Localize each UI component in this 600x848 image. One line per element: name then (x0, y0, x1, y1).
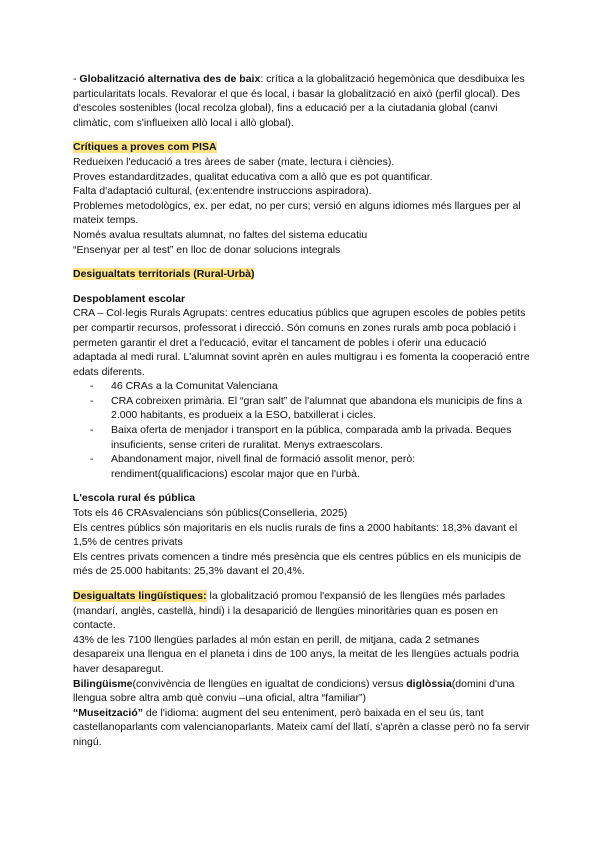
document-body (73, 72, 533, 750)
despoblament-heading: Despoblament escolar (73, 292, 186, 305)
territorial-heading: Desigualtats territorials (Rural-Urbà) (73, 268, 255, 281)
rural-publica-line: Els centres privats comencen a tindre més presència que els centres públics en els municipis de més de 25.000 habitants: 25,3% davant el 20,4%. (73, 550, 522, 578)
despoblament-text: CRA – Col·legis Rurals Agrupats: centres educatius públics que agrupen escoles de pobles petits per compartir recursos, professorat i direcció. Són comuns en zones rurals amb poca població i permeten garantir el dret a l'educació, evitar el tancament de pobles i oferir una educació adaptada al medi rural. L'alumnat sovint aprèn en aules multigrau i es fomenta la cooperació entre edats diferents. (73, 307, 530, 378)
museitzacio-term: “Museització” (73, 706, 144, 719)
pisa-line: “Ensenyar per al test” en lloc de donar solucions integrals (73, 243, 341, 256)
list-item: - 46 CRAs a la Comunitat Valenciana (73, 379, 533, 394)
pisa-line: Redueixen l'educació a tres àrees de saber (mate, lectura i ciències). (73, 155, 395, 168)
list-item: - Abandonament major, nivell final de formació assolit menor, però: rendiment(qualificacions) escolar major que en l'urbà. (73, 452, 533, 481)
despoblament-list (73, 379, 533, 481)
rural-publica-line: Els centres públics són majoritaris en els nuclis rurals de fins a 2000 habitants: 18,3% davant el 1,5% de centres privats (73, 521, 518, 549)
linguistic-intro: Desigualtats lingüístiques: la globalització promou l'expansió de les llengües més parlades (mandarí, anglès, castellà, hindi) i la desaparició de llengües minoritàries quan es posen en contacte. (73, 590, 506, 632)
linguistic-heading: Desigualtats lingüístiques: (73, 590, 207, 602)
pisa-heading: Crítiques a proves com PISA (73, 141, 217, 154)
rural-publica-heading: L'escola rural és pública (73, 492, 196, 505)
rural-publica-line: Tots els 46 CRAsvalencians són públics(Conselleria, 2025) (73, 507, 348, 520)
intro-bold-term: Globalització alternativa des de baix (79, 73, 261, 85)
pisa-line: Proves estandarditzades, qualitat educativa com a allò que es pot quantificar. (73, 170, 433, 183)
pisa-line: Falta d'adaptació cultural, (ex:entendre instruccions aspiradora). (73, 185, 372, 198)
pisa-line: Només avalua resultats alumnat, no faltes del sistema educatiu (73, 228, 368, 241)
pisa-lines (73, 155, 533, 257)
linguistic-stat: 43% de les 7100 llengües parlades al món estan en perill, de mitjana, cada 2 setmanes desapareix una llengua en el planeta i dins de 100 anys, la meitat de les llengües actuals podria haver desaparegut. (73, 633, 519, 675)
list-item: - CRA cobreixen primària. El “gran salt” de l'alumnat que abandona els municipis de fins a 2.000 habitants, es produeix a la ESO, batxillerat i cicles. (73, 394, 533, 423)
intro-paragraph: - Globalització alternativa des de baix: crítica a la globalització hegemònica que desdibuixa les particularitats locals. Revalorar el que és local, i basar la globalització en això (perfil glocal). Des d'escoles sostenibles (local recolza global), fins a educació per a la ciutadania global (canvi climàtic, com s'influeixen allò local i allò global). (73, 73, 525, 129)
bilinguisme-term: Bilingüisme (73, 677, 133, 690)
list-item: - Baixa oferta de menjador i transport en la pública, comparada amb la privada. Beques insuficients, sense criteri de ruralitat. Menys extraescolars. (73, 423, 533, 452)
museitzacio-paragraph: “Museització” de l'idioma: augment del seu enteniment, però baixada en el seu ús, tant castellanoparlants com valencianoparlants. Mateix camí del llatí, s'aprèn a classe però no fa servir ningú. (73, 706, 530, 748)
diglossia-term: diglòssia (406, 677, 452, 690)
pisa-line: Problemes metodològics, ex. per edat, no per curs; versió en alguns idiomes més llargues per al mateix temps. (73, 199, 521, 227)
bilinguisme-paragraph: Bilingüisme(convivència de llengües en igualtat de condicions) versus diglòssia(domini d'una llengua sobre altra amb què conviu –una oficial, altra “familiar”) (73, 677, 515, 705)
